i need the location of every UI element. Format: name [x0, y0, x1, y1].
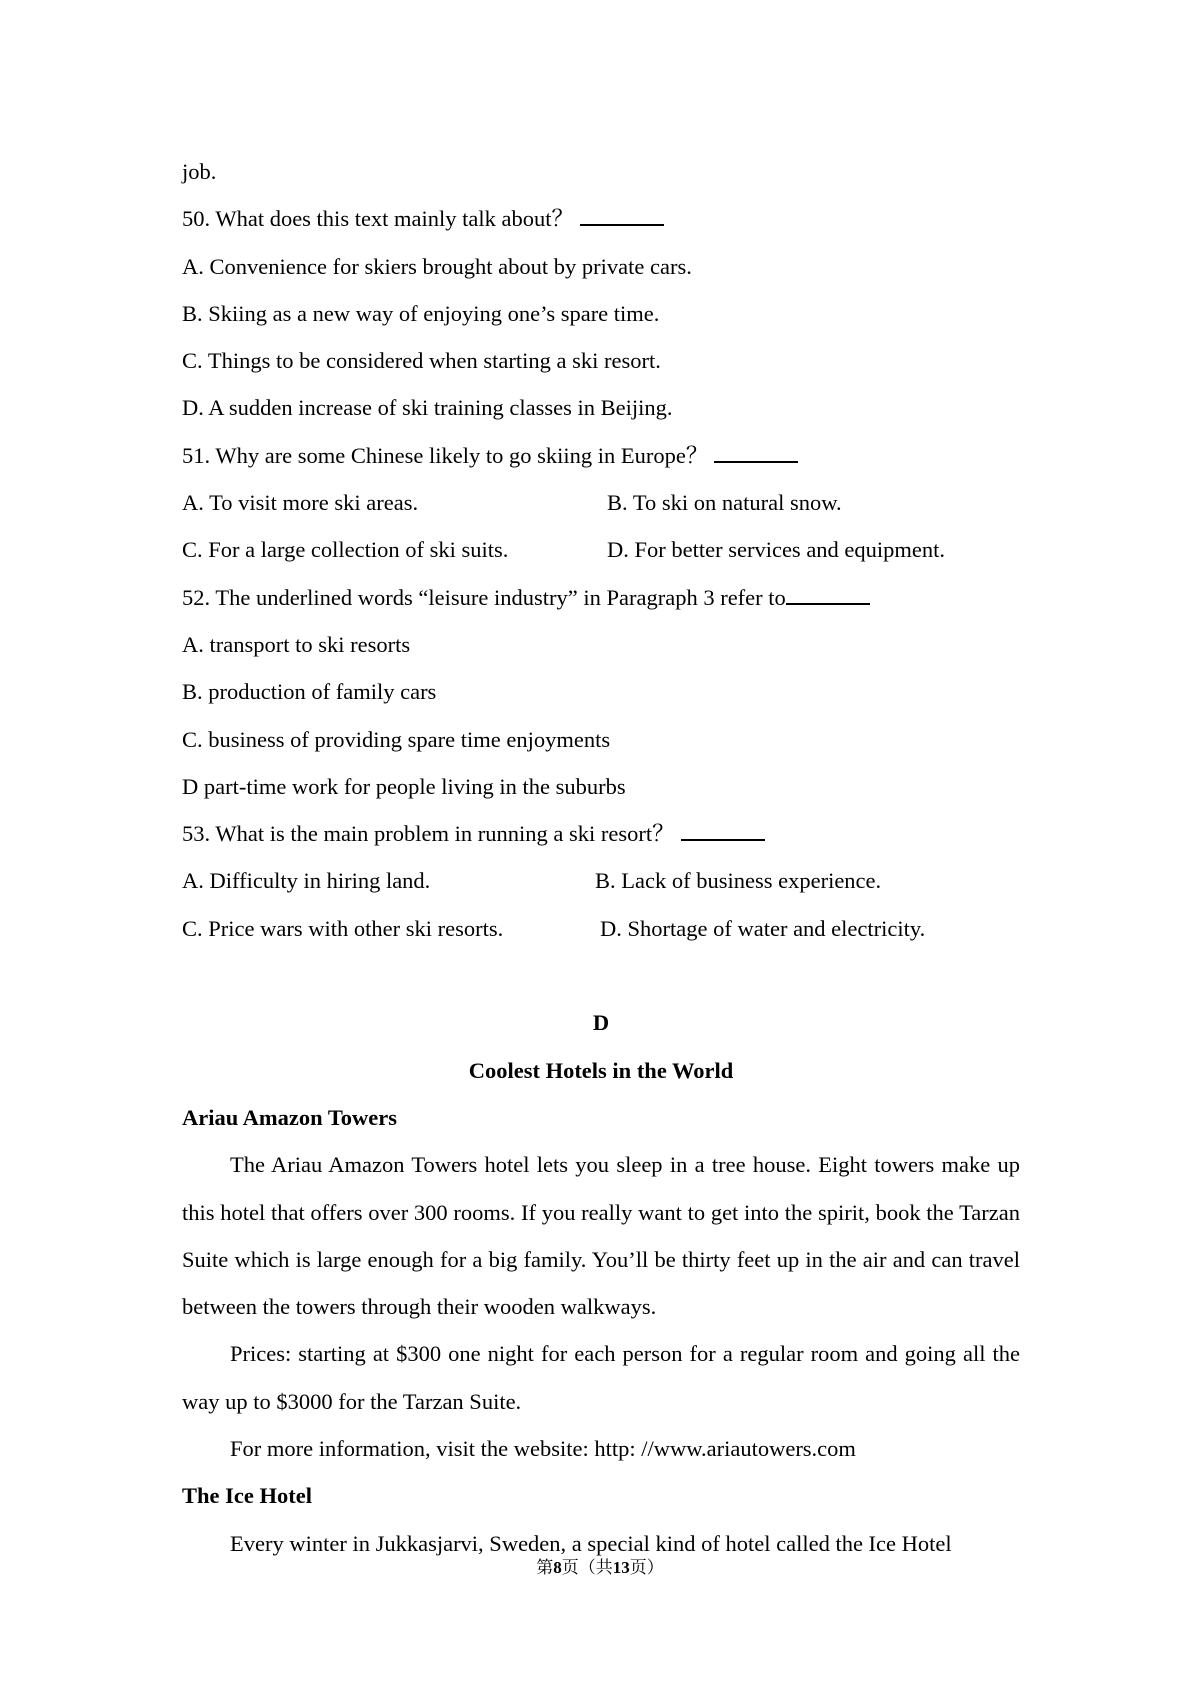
continuation-text: job.: [182, 159, 217, 184]
section-title: Coolest Hotels in the World: [468, 1057, 734, 1083]
hotel-1-paragraph-3: For more information, visit the website: http: //www.ariautowers.com: [230, 1436, 856, 1462]
q53-option-d: D. Shortage of water and electricity.: [600, 915, 926, 941]
footer-page-number: 8: [553, 1558, 562, 1577]
answer-blank-50: [580, 208, 664, 226]
q51-option-d: D. For better services and equipment.: [607, 537, 946, 563]
question-51: [182, 432, 1020, 479]
q52-option-b: B. production of family cars: [182, 679, 437, 705]
q53-options-row-1: [182, 857, 1020, 904]
q51-option-c: C. For a large collection of ski suits.: [182, 537, 509, 563]
q51-option-b: B. To ski on natural snow.: [607, 490, 842, 516]
q53-option-c: C. Price wars with other ski resorts.: [182, 915, 504, 941]
question-52: [182, 574, 1020, 621]
answer-blank-51: [714, 445, 798, 463]
question-53-text: 53. What is the main problem in running a ski resort？: [182, 821, 675, 847]
question-52-text: 52. The underlined words “leisure industry” in Paragraph 3 refer to: [182, 584, 786, 610]
footer-prefix: 第: [536, 1558, 554, 1578]
question-51-text: 51. Why are some Chinese likely to go skiing in Europe？: [182, 442, 709, 468]
q50-option-d: D. A sudden increase of ski training classes in Beijing.: [182, 395, 673, 421]
q52-option-a: A. transport to ski resorts: [182, 631, 411, 657]
footer-suffix: 页）: [629, 1558, 664, 1578]
page-footer: [0, 1553, 1200, 1578]
section-letter: D: [592, 1010, 610, 1036]
q50-option-c: C. Things to be considered when starting a ski resort.: [182, 348, 661, 374]
section-gap: [182, 952, 1020, 999]
q53-option-a: A. Difficulty in hiring land.: [182, 868, 431, 894]
q51-option-a: A. To visit more ski areas.: [182, 490, 419, 516]
footer-total-pages: 13: [612, 1558, 630, 1577]
q51-options-row-2: [182, 526, 1020, 573]
question-50: [182, 195, 1020, 242]
hotel-2-heading: The Ice Hotel: [182, 1483, 312, 1509]
footer-middle: 页（共: [561, 1558, 613, 1578]
hotel-1-paragraph-2: Prices: starting at $300 one night for each person for a regular room and going all the way up to $3000 for the Tarzan Suite.: [182, 1341, 1020, 1414]
q50-option-b: B. Skiing as a new way of enjoying one’s spare time.: [182, 300, 660, 326]
question-53: [182, 810, 1020, 857]
q51-options-row-1: [182, 479, 1020, 526]
q52-option-d: D part-time work for people living in the suburbs: [182, 773, 626, 799]
hotel-2-paragraph-1: Every winter in Jukkasjarvi, Sweden, a special kind of hotel called the Ice Hotel: [230, 1530, 952, 1556]
answer-blank-52: [786, 587, 870, 605]
question-50-text: 50. What does this text mainly talk about？: [182, 206, 575, 232]
hotel-1-heading: Ariau Amazon Towers: [182, 1104, 398, 1130]
q50-option-a: A. Convenience for skiers brought about by private cars.: [182, 253, 692, 279]
page-content: [182, 148, 1020, 1567]
hotel-1-paragraph-1: The Ariau Amazon Towers hotel lets you sleep in a tree house. Eight towers make up this hotel that offers over 300 rooms. If you really want to get into the spirit, book the Tarzan Suite which is large enough for a big family. You’ll be thirty feet up in the air and can travel between the towers through their wooden walkways.: [182, 1152, 1020, 1320]
answer-blank-53: [681, 823, 765, 841]
q53-option-b: B. Lack of business experience.: [595, 868, 882, 894]
q53-options-row-2: [182, 905, 1020, 952]
q52-option-c: C. business of providing spare time enjoyments: [182, 726, 611, 752]
